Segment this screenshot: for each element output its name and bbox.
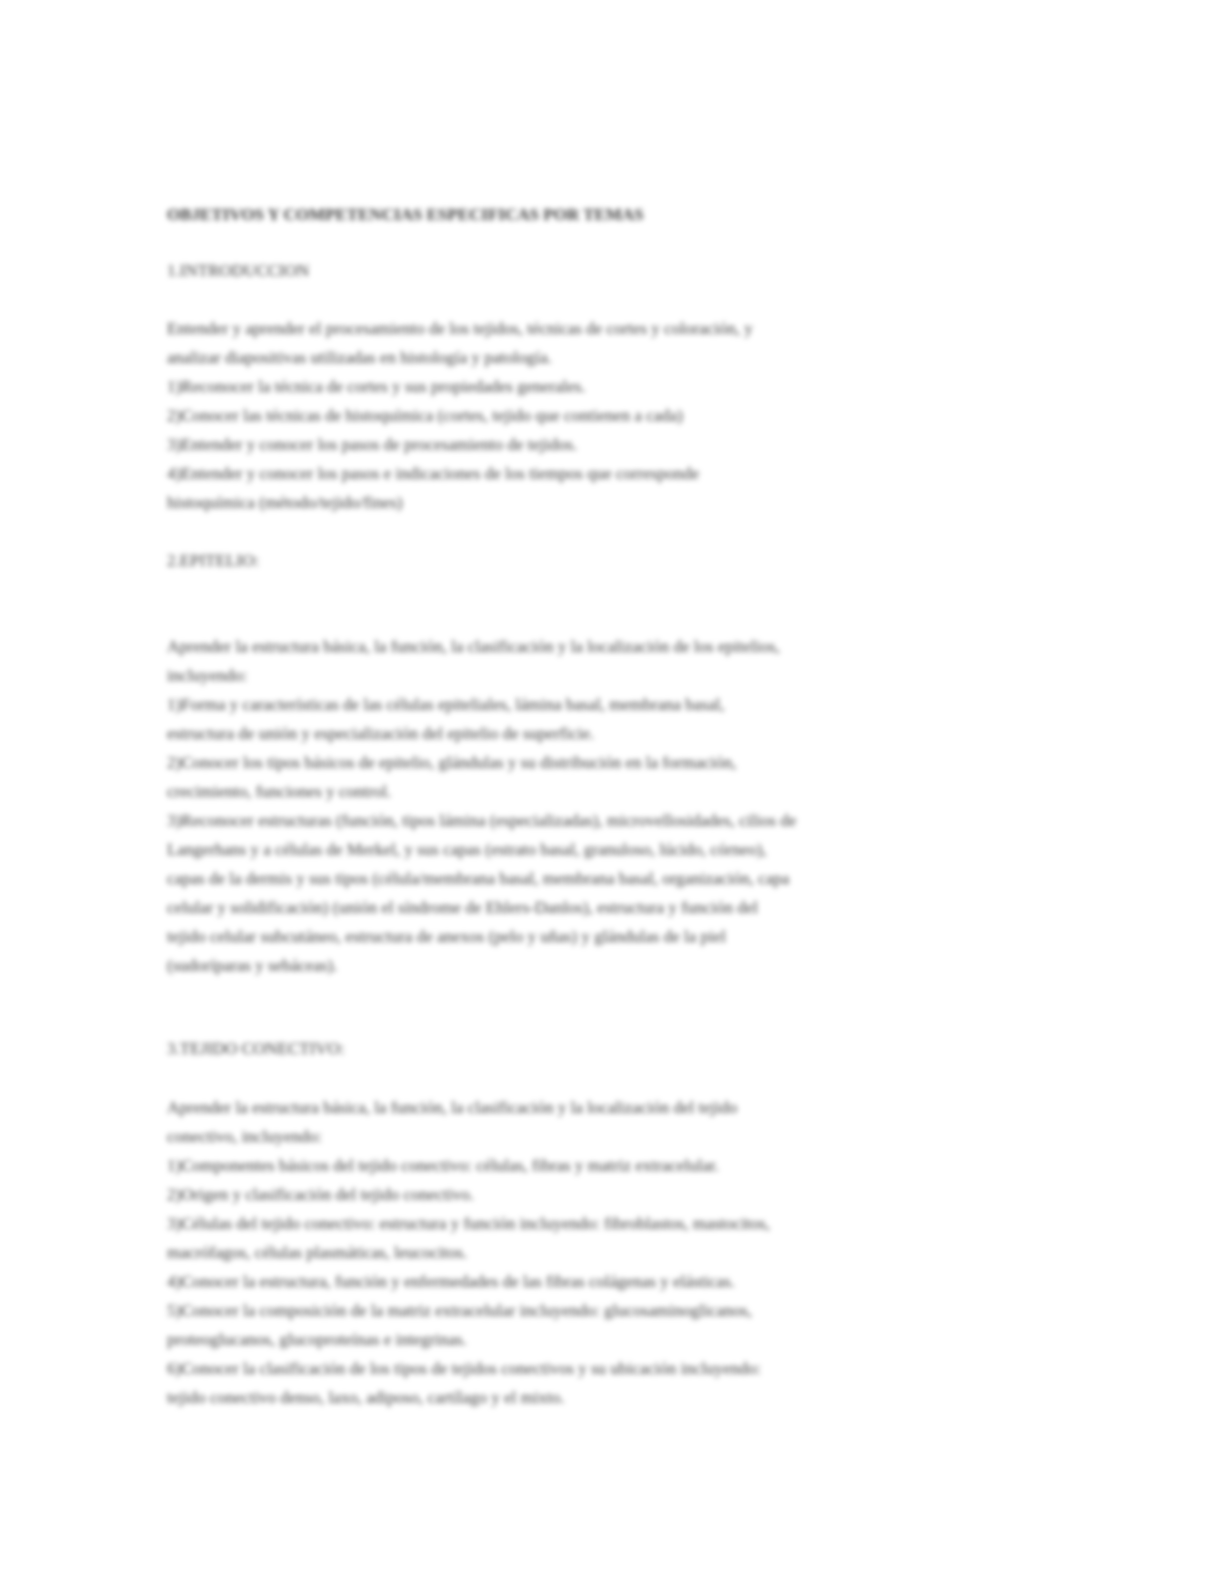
text-line: 3)Células del tejido conectivo: estructura y función incluyendo: fibroblastos, mastocitos, bbox=[167, 1214, 770, 1233]
text-line: 1)Forma y características de las células epiteliales, lámina basal, membrana basal, bbox=[167, 695, 725, 714]
text-line: 2)Conocer los tipos básicos de epitelio, glándulas y su distribución en la formación, bbox=[167, 753, 737, 772]
text-line: crecimiento, funciones y control. bbox=[167, 782, 392, 801]
text-line: histoquímica (método/tejido/fines) bbox=[167, 493, 403, 512]
text-line: incluyendo: bbox=[167, 666, 248, 685]
text-line: celular y solidificación) (unión el síndrome de Ehlers-Danlos), estructura y función del bbox=[167, 898, 759, 917]
section-heading-introduccion: 1.INTRODUCCION bbox=[167, 261, 310, 280]
text-line: 3)Reconocer estructuras (función, tipos lámina (especializadas), microvellosidades, cilios de bbox=[167, 811, 797, 830]
text-line: 2)Conocer las técnicas de histoquímica (cortes, tejido que contienen a cada) bbox=[167, 406, 683, 425]
section-body-tejido-conectivo bbox=[167, 1093, 1067, 1412]
text-line: Langerhans y a células de Merkel, y sus capas (estrato basal, granuloso, lúcido, córneo), bbox=[167, 840, 767, 859]
text-line: 6)Conocer la clasificación de los tipos de tejidos conectivos y su ubicación incluyendo: bbox=[167, 1359, 761, 1378]
text-line: (sudoríparas y sebáceas). bbox=[167, 956, 338, 975]
section-heading-tejido-conectivo: 3.TEJIDO CONECTIVO: bbox=[167, 1039, 345, 1058]
section-body-epitelio bbox=[167, 632, 1067, 980]
text-line: 1)Componentes básicos del tejido conectivo: células, fibras y matriz extracelular. bbox=[167, 1156, 719, 1175]
text-line: estructura de unión y especialización del epitelio de superficie. bbox=[167, 724, 595, 743]
text-line: proteoglucanos, glucoproteínas e integrinas. bbox=[167, 1330, 467, 1349]
text-line: 4)Entender y conocer los pasos e indicaciones de los tiempos que corresponde bbox=[167, 464, 700, 483]
text-line: 5)Conocer la composición de la matriz extracelular incluyendo: glucosaminoglicanos, bbox=[167, 1301, 752, 1320]
text-line: Aprender la estructura básica, la función, la clasificación y la localización de los epitelios, bbox=[167, 637, 780, 656]
text-line: Entender y aprender el procesamiento de los tejidos, técnicas de cortes y coloración, y bbox=[167, 319, 753, 338]
text-line: 4)Conocer la estructura, función y enfermedades de las fibras colágenas y elásticas. bbox=[167, 1272, 735, 1291]
text-line: capas de la dermis y sus tipos (célula/membrana basal, membrana basal, organización, capa bbox=[167, 869, 790, 888]
text-line: tejido celular subcutáneo, estructura de anexos (pelo y uñas) y glándulas de la piel bbox=[167, 927, 726, 946]
text-line: 2)Origen y clasificación del tejido conectivo. bbox=[167, 1185, 474, 1204]
text-line: Aprender la estructura básica, la función, la clasificación y la localización del tejido bbox=[167, 1098, 738, 1117]
text-line: 3)Entender y conocer los pasos de procesamiento de tejidos. bbox=[167, 435, 578, 454]
text-line: analizar diapositivas utilizadas en histología y patología. bbox=[167, 348, 552, 367]
text-line: tejido conectivo denso, laxo, adiposo, cartílago y el mixto. bbox=[167, 1388, 565, 1407]
document-title: OBJETIVOS Y COMPETENCIAS ESPECIFICAS POR TEMAS bbox=[167, 205, 644, 224]
text-line: conectivo, incluyendo: bbox=[167, 1127, 322, 1146]
text-line: 1)Reconocer la técnica de cortes y sus propiedades generales. bbox=[167, 377, 586, 396]
section-body-introduccion bbox=[167, 314, 1067, 517]
section-heading-epitelio: 2.EPITELIO: bbox=[167, 551, 260, 570]
text-line: macrófagos, células plasmáticas, leucocitos. bbox=[167, 1243, 468, 1262]
